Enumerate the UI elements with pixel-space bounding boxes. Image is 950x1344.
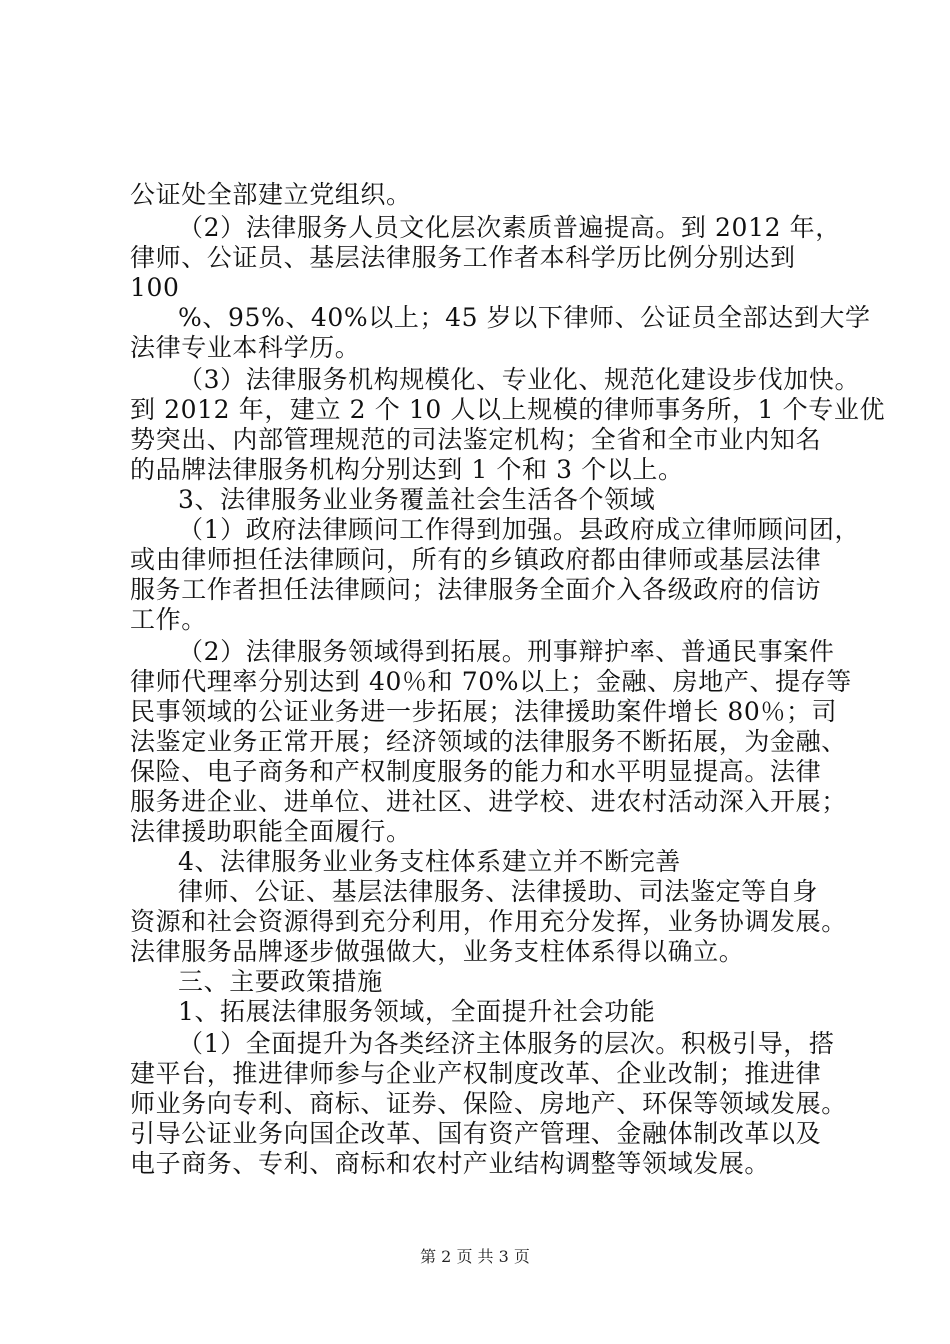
text-line: 法律服务品牌逐步做强做大，业务支柱体系得以确立。 xyxy=(130,937,745,966)
text-line: （2）法律服务人员文化层次素质普遍提高。到 2012 年， xyxy=(178,213,841,242)
section-heading: 三、主要政策措施 xyxy=(178,967,383,996)
text-line: 工作。 xyxy=(130,605,207,634)
text-line: %、95%、40%以上；45 岁以下律师、公证员全部达到大学 xyxy=(178,303,871,332)
text-line: 公证处全部建立党组织。 xyxy=(130,180,412,209)
text-line: 服务工作者担任法律顾问；法律服务全面介入各级政府的信访 xyxy=(130,575,822,604)
text-line: 律师代理率分别达到 40％和 70%以上；金融、房地产、提存等 xyxy=(130,667,852,696)
text-line: 保险、电子商务和产权制度服务的能力和水平明显提高。法律 xyxy=(130,757,822,786)
text-line: 100 xyxy=(130,273,180,302)
text-line: 到 2012 年，建立 2 个 10 人以上规模的律师事务所，1 个专业优 xyxy=(130,395,886,424)
text-line: 法律专业本科学历。 xyxy=(130,333,361,362)
text-line: （1）全面提升为各类经济主体服务的层次。积极引导，搭 xyxy=(178,1029,835,1058)
text-line: 律师、公证员、基层法律服务工作者本科学历比例分别达到 xyxy=(130,243,796,272)
text-line: 建平台，推进律师参与企业产权制度改革、企业改制；推进律 xyxy=(130,1059,822,1088)
text-line: （3）法律服务机构规模化、专业化、规范化建设步伐加快。 xyxy=(178,365,861,394)
text-line: 服务进企业、进单位、进社区、进学校、进农村活动深入开展； xyxy=(130,787,847,816)
text-line: 或由律师担任法律顾问，所有的乡镇政府都由律师或基层法律 xyxy=(130,545,822,574)
text-line: （2）法律服务领域得到拓展。刑事辩护率、普通民事案件 xyxy=(178,637,835,666)
text-line: 民事领域的公证业务进一步拓展；法律援助案件增长 80％；司 xyxy=(130,697,838,726)
text-line: 电子商务、专利、商标和农村产业结构调整等领域发展。 xyxy=(130,1149,771,1178)
text-line: 师业务向专利、商标、证券、保险、房地产、环保等领域发展。 xyxy=(130,1089,847,1118)
section-heading: 1、拓展法律服务领域，全面提升社会功能 xyxy=(178,997,656,1026)
text-line: 势突出、内部管理规范的司法鉴定机构；全省和全市业内知名 xyxy=(130,425,822,454)
text-line: （1）政府法律顾问工作得到加强。县政府成立律师顾问团， xyxy=(178,515,861,544)
text-line: 法律援助职能全面履行。 xyxy=(130,817,412,846)
text-line: 引导公证业务向国企改革、国有资产管理、金融体制改革以及 xyxy=(130,1119,822,1148)
text-line: 法鉴定业务正常开展；经济领域的法律服务不断拓展，为金融、 xyxy=(130,727,847,756)
section-heading: 4、法律服务业业务支柱体系建立并不断完善 xyxy=(178,847,681,876)
text-line: 律师、公证、基层法律服务、法律援助、司法鉴定等自身 xyxy=(178,877,819,906)
section-heading: 3、法律服务业业务覆盖社会生活各个领域 xyxy=(178,485,656,514)
page-number-footer: 第 2 页 共 3 页 xyxy=(420,1247,530,1266)
text-line: 的品牌法律服务机构分别达到 1 个和 3 个以上。 xyxy=(130,455,684,484)
text-line: 资源和社会资源得到充分利用，作用充分发挥，业务协调发展。 xyxy=(130,907,847,936)
